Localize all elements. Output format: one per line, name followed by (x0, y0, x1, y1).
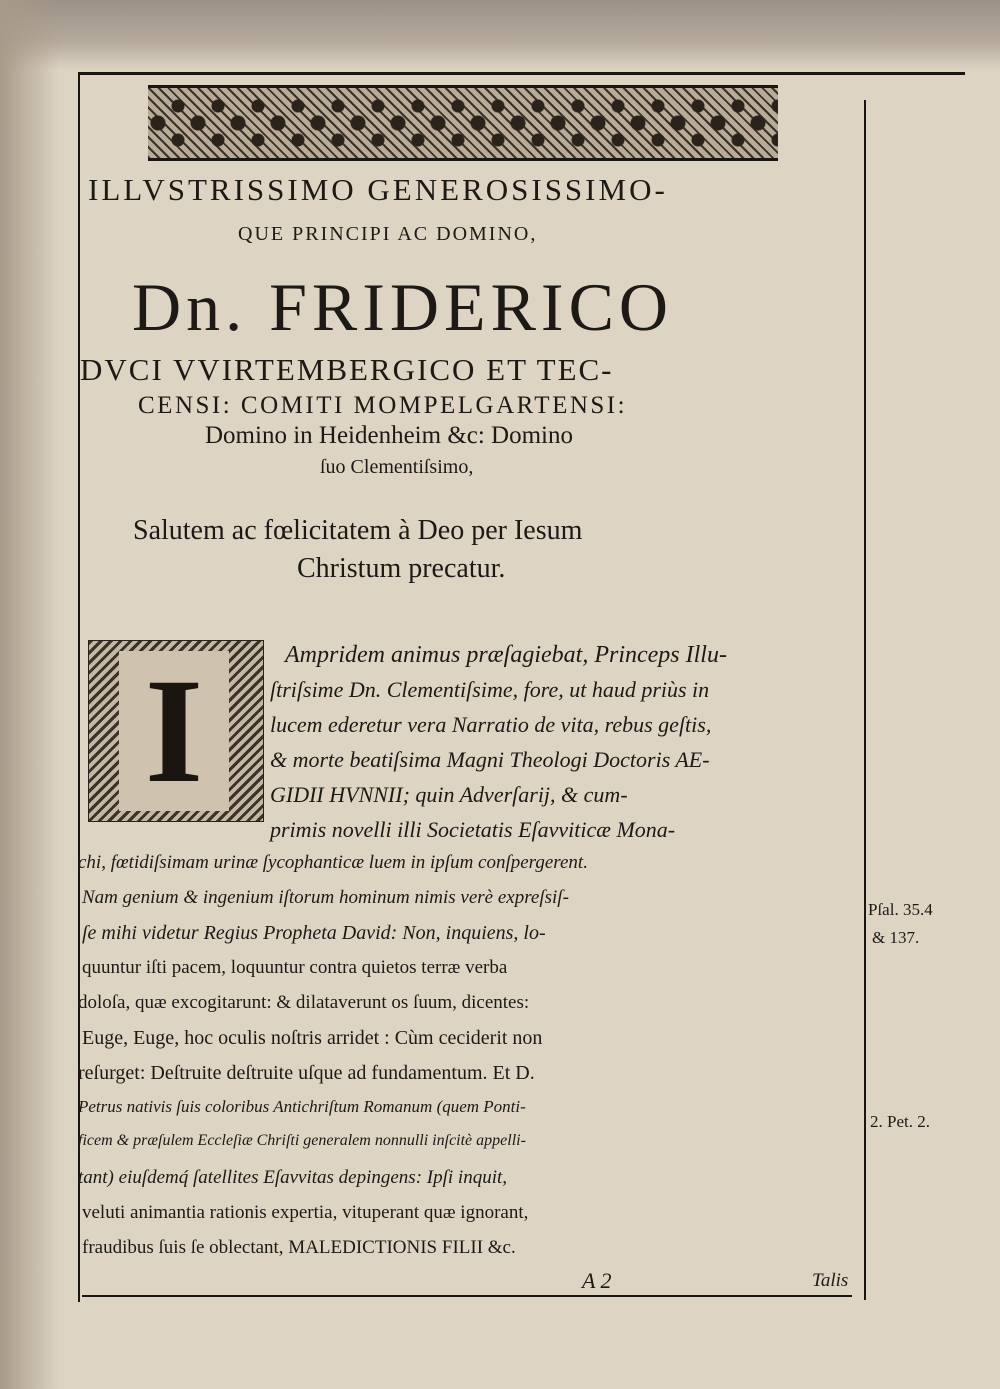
body-line: Petrus nativis ſuis coloribus Antichriſtum Romanum (quem Ponti- (78, 1097, 526, 1116)
top-rule (80, 72, 965, 75)
title-line-2: QUE PRINCIPI AC DOMINO, (238, 223, 538, 245)
catchword: Talis (812, 1270, 849, 1291)
body-line: & morte beatiſsima Magni Theologi Doctoris AE- (270, 747, 710, 772)
title-name: Dn. FRIDERICO (132, 269, 674, 345)
body-line: quuntur iſti pacem, loquuntur contra quietos terræ verba (82, 957, 508, 978)
body-line: Ampridem animus præſagiebat, Princeps Illu- (285, 642, 727, 668)
right-column-rule (864, 100, 866, 1300)
title-line-7: ſuo Clementiſsimo, (320, 456, 474, 478)
body-line: lucem ederetur vera Narratio de vita, rebus geſtis, (270, 712, 712, 737)
salutation-line-1: Salutem ac fœlicitatem à Deo per Iesum (133, 515, 583, 546)
body-line: Nam genium & ingenium iſtorum hominum nimis verè expreſsiſ- (82, 887, 569, 908)
signature-mark: A 2 (582, 1268, 612, 1293)
margin-note-peter: 2. Pet. 2. (870, 1112, 930, 1131)
title-line-5: CENSI: COMITI MOMPELGARTENSI: (138, 392, 628, 419)
title-line-1: ILLVSTRISSIMO GENEROSISSIMO- (88, 172, 668, 207)
body-line: GIDII HVNNII; quin Adverſarij, & cum- (270, 782, 628, 807)
ornamental-headpiece (148, 85, 778, 161)
left-column-rule (78, 72, 80, 1302)
drop-cap-initial (88, 640, 264, 822)
body-line: primis novelli illi Societatis Eſavviticæ Mona- (270, 817, 676, 842)
body-line: ſtriſsime Dn. Clementiſsime, fore, ut haud priùs in (270, 677, 710, 702)
body-line: fraudibus ſuis ſe oblectant, MALEDICTIONIS FILII &c. (82, 1237, 516, 1258)
body-line: ſe mihi videtur Regius Propheta David: Non, inquiens, lo- (82, 922, 546, 944)
drop-cap-letter: I (119, 651, 229, 811)
bottom-rule (82, 1295, 852, 1297)
title-line-4: DVCI VVIRTEMBERGICO ET TEC- (80, 352, 614, 387)
body-line: reſurget: Deſtruite deſtruite uſque ad fundamentum. Et D. (78, 1062, 535, 1084)
body-line: ficem & præſulem Eccleſiæ Chriſti generalem nonnulli inſcitè appelli- (78, 1132, 526, 1149)
body-line: chi, fœtidiſsimam urinæ ſycophanticæ luem in ipſum conſpergerent. (78, 852, 588, 873)
body-line: Euge, Euge, hoc oculis noſtris arridet : Cùm ceciderit non (82, 1027, 543, 1049)
title-line-6: Domino in Heidenheim &c: Domino (205, 422, 574, 449)
salutation-line-2: Christum precatur. (297, 553, 506, 584)
margin-note-psalm-1: Pſal. 35.4 (868, 900, 933, 919)
margin-note-psalm-2: & 137. (872, 928, 920, 947)
body-line: doloſa, quæ excogitarunt: & dilataverunt os ſuum, dicentes: (78, 992, 530, 1013)
body-line: tant) eiuſdemq́ ſatellites Eſavvitas depingens: Ipſi inquit, (78, 1167, 508, 1188)
body-line: veluti animantia rationis expertia, vituperant quæ ignorant, (82, 1202, 529, 1223)
